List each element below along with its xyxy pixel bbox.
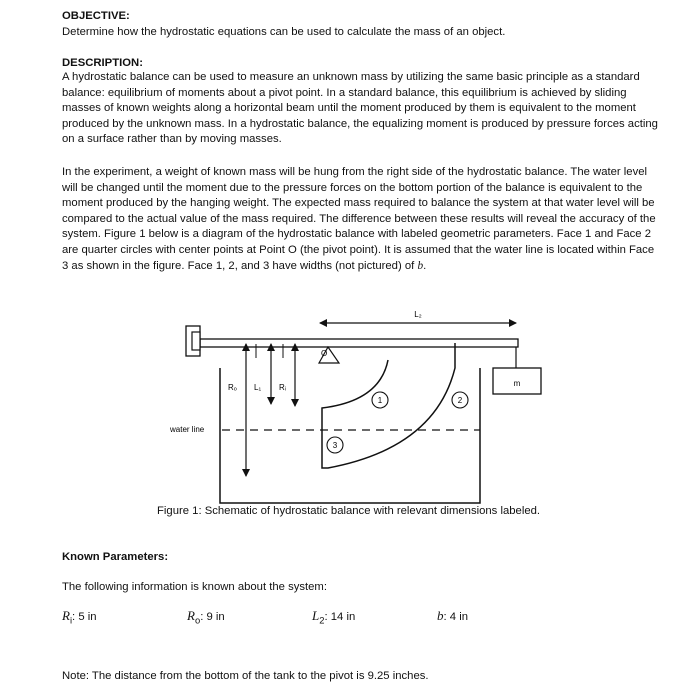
water-line-label: water line (170, 425, 205, 434)
param-l2-value: : 14 in (324, 611, 356, 623)
description-paragraph-1: A hydrostatic balance can be used to measure an unknown mass by utilizing the same basic principle as a standard balance: equilibrium of moments about a pivot point. In a standard balance, this equilibrium is achieved by sliding masses of known weights along a horizontal beam until the moment produced by them is equivalent to the moment produced by the unknown mass. In a hydrostatic balance, the equalizing moment is produced by pressure forces acting on a surface rather than by moving masses. (62, 71, 658, 146)
param-l2-sub: 2 (319, 614, 325, 626)
description-paragraph-2 (62, 165, 662, 274)
param-l2-symbol: L (312, 608, 320, 623)
face-3-label: 3 (332, 441, 338, 450)
mass-label: m (513, 379, 521, 388)
param-l2 (312, 608, 355, 625)
width-symbol: b (417, 259, 424, 272)
description-heading: DESCRIPTION: (62, 57, 143, 69)
balance-beam (200, 339, 518, 347)
param-b (437, 608, 468, 624)
description-paragraph-2-end: . (423, 259, 427, 272)
description-paragraph-2-text: In the experiment, a weight of known mass will be hung from the right side of the hydrostatic balance. The water level will be changed until the moment due to the pressure forces on the bottom portion of the balance is equivalent to the moment produced by the hanging weight. The expected mass required to balance the system at that water level will be compared to the actual value of the mass required. The difference between these results will reveal the accuracy of the system. Figure 1 below is a diagram of the hydrostatic balance with labeled geometric parameters. Face 1 and Face 2 are quarter circles with center points at Point O (the pivot point). It is assumed that the water line is located within Face 3 as shown in the figure. Face 1, 2, and 3 have widths (not pictured) of (62, 166, 656, 272)
param-ro-sub: o (194, 614, 201, 626)
param-ro-symbol: R (187, 608, 195, 623)
objective-heading: OBJECTIVE: (62, 10, 130, 22)
l1-label: L₁ (254, 383, 262, 392)
face-1-label: 1 (377, 396, 383, 405)
note-text: Note: The distance from the bottom of the tank to the pivot is 9.25 inches. (62, 670, 429, 682)
param-ri (62, 608, 97, 625)
pivot-label: O (321, 349, 328, 358)
param-ro (187, 608, 225, 625)
param-b-value: : 4 in (443, 611, 468, 623)
param-b-symbol: b (437, 608, 444, 623)
param-ri-sub: i (69, 614, 73, 626)
face-2-label: 2 (457, 396, 463, 405)
counterweight-inner (192, 332, 200, 350)
ro-label: Rₒ (228, 383, 237, 392)
param-ri-symbol: R (62, 608, 70, 623)
known-parameters-heading: Known Parameters: (62, 551, 169, 563)
known-parameters-intro: The following information is known about the system: (62, 581, 327, 593)
ri-label: Rᵢ (279, 383, 287, 392)
objective-text: Determine how the hydrostatic equations can be used to calculate the mass of an object. (62, 26, 506, 38)
param-ro-value: : 9 in (200, 611, 225, 623)
hydrostatic-balance-schematic (150, 298, 560, 508)
figure-caption: Figure 1: Schematic of hydrostatic balance with relevant dimensions labeled. (157, 505, 541, 517)
param-ri-value: : 5 in (72, 611, 97, 623)
l2-label: L₂ (414, 310, 422, 319)
